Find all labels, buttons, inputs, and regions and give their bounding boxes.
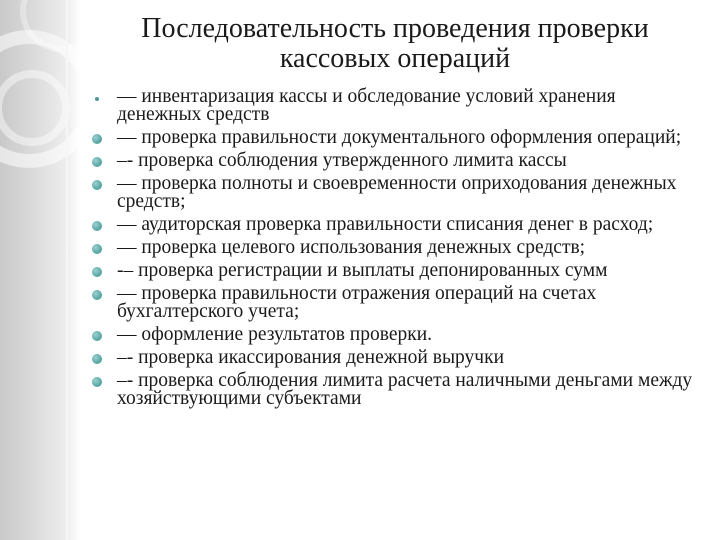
list-item-text: — инвентаризация кассы и обследование условий хранения денежных средств — [117, 86, 616, 125]
bullet-icon — [92, 157, 102, 167]
bullet-icon — [92, 290, 102, 300]
list-item-text: -– проверка регистрации и выплаты депонированных сумм — [117, 260, 608, 281]
bullet-icon — [92, 377, 102, 387]
list-item — [92, 216, 702, 234]
bullet-icon — [92, 134, 102, 144]
list-item-text: — аудиторская проверка правильности списания денег в расход; — [117, 214, 654, 235]
list-item — [92, 152, 702, 170]
list-item — [92, 262, 702, 280]
bullet-list — [92, 88, 702, 413]
list-item-text: –- проверка соблюдения утвержденного лимита кассы — [117, 150, 567, 171]
list-item — [92, 88, 702, 124]
list-item — [92, 349, 702, 367]
bullet-icon — [92, 354, 102, 364]
list-item-text: — проверка целевого использования денежных средств; — [117, 237, 586, 258]
list-item-text: –- проверка соблюдения лимита расчета наличными деньгами между хозяйствующими субъектами — [117, 370, 693, 409]
bullet-icon — [92, 221, 102, 231]
bullet-icon — [95, 97, 99, 101]
list-item — [92, 326, 702, 344]
list-item-text: — проверка полноты и своевременности оприходования денежных средств; — [117, 173, 677, 212]
list-item — [92, 175, 702, 211]
list-item — [92, 372, 702, 408]
band-divider — [66, 0, 68, 540]
list-item — [92, 129, 702, 147]
list-item — [92, 239, 702, 257]
list-item-text: –- проверка икассирования денежной выручки — [117, 347, 505, 368]
list-item-text: — оформление результатов проверки. — [117, 324, 433, 345]
list-item — [92, 285, 702, 321]
decorative-side-band — [0, 0, 80, 540]
bullet-icon — [92, 331, 102, 341]
slide-title: Последовательность проведения проверки кассовых операций — [141, 13, 649, 74]
bullet-icon — [92, 180, 102, 190]
list-item-text: — проверка правильности документального оформления операций; — [117, 127, 682, 148]
bullet-icon — [92, 244, 102, 254]
list-item-text: — проверка правильности отражения операций на счетах бухгалтерского учета; — [117, 283, 597, 322]
bullet-icon — [92, 267, 102, 277]
